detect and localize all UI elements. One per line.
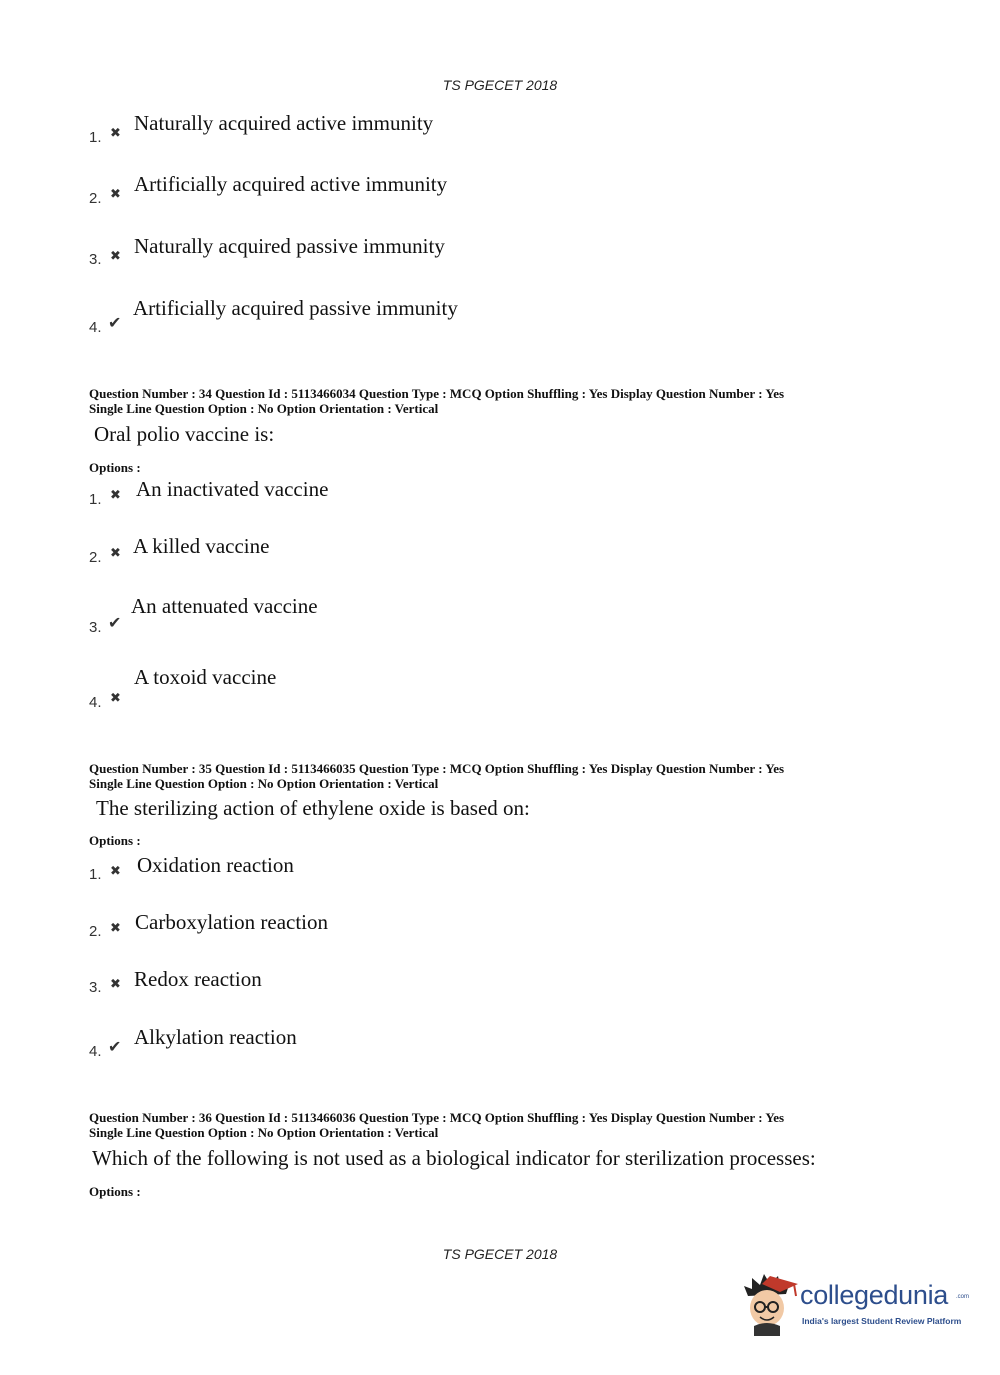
option-text: An inactivated vaccine bbox=[136, 477, 329, 501]
question-text: The sterilizing action of ethylene oxide is based on: bbox=[96, 796, 530, 820]
option-number: 4. bbox=[89, 694, 102, 711]
cross-icon: ✖ bbox=[110, 545, 121, 560]
option-text: Oxidation reaction bbox=[137, 853, 294, 877]
option-number: 1. bbox=[89, 129, 102, 146]
option-number: 4. bbox=[89, 319, 102, 336]
cross-icon: ✖ bbox=[110, 976, 121, 991]
option-text: A killed vaccine bbox=[133, 534, 270, 558]
question-meta-line2: Single Line Question Option : No Option Orientation : Vertical bbox=[89, 401, 439, 416]
option-number: 3. bbox=[89, 979, 102, 996]
option-text: A toxoid vaccine bbox=[134, 665, 277, 689]
option-text: Alkylation reaction bbox=[134, 1025, 297, 1049]
cross-icon: ✖ bbox=[110, 690, 121, 705]
option-text: Naturally acquired passive immunity bbox=[134, 234, 445, 258]
option-text: Carboxylation reaction bbox=[135, 910, 329, 934]
question-text: Which of the following is not used as a biological indicator for sterilization processes: bbox=[92, 1146, 816, 1170]
cross-icon: ✖ bbox=[110, 125, 121, 140]
option-number: 1. bbox=[89, 866, 102, 883]
options-label: Options : bbox=[89, 833, 141, 848]
option-number: 3. bbox=[89, 619, 102, 636]
check-icon: ✔ bbox=[108, 615, 122, 632]
cross-icon: ✖ bbox=[110, 186, 121, 201]
check-icon: ✔ bbox=[108, 1039, 122, 1056]
option-text: Artificially acquired active immunity bbox=[134, 172, 448, 196]
option-number: 4. bbox=[89, 1043, 102, 1060]
check-icon: ✔ bbox=[108, 315, 122, 332]
question-meta-line2: Single Line Question Option : No Option Orientation : Vertical bbox=[89, 1125, 439, 1140]
page-footer: TS PGECET 2018 bbox=[442, 1246, 558, 1262]
options-label: Options : bbox=[89, 1184, 141, 1199]
cross-icon: ✖ bbox=[110, 920, 121, 935]
question-meta-line1: Question Number : 35 Question Id : 5113466035 Question Type : MCQ Option Shuffling : Yes Display Question Number : Yes bbox=[89, 761, 785, 776]
option-text: Naturally acquired active immunity bbox=[134, 111, 434, 135]
option-text: Artificially acquired passive immunity bbox=[133, 296, 458, 320]
page-header: TS PGECET 2018 bbox=[442, 77, 558, 93]
cross-icon: ✖ bbox=[110, 863, 121, 878]
collegedunia-logo bbox=[740, 1270, 970, 1340]
question-text: Oral polio vaccine is: bbox=[94, 422, 275, 446]
question-meta-line1: Question Number : 34 Question Id : 5113466034 Question Type : MCQ Option Shuffling : Yes Display Question Number : Yes bbox=[89, 386, 785, 401]
option-text: Redox reaction bbox=[134, 967, 262, 991]
cross-icon: ✖ bbox=[110, 487, 121, 502]
logo-wordmark: collegedunia bbox=[800, 1280, 949, 1310]
option-number: 3. bbox=[89, 251, 102, 268]
option-text: An attenuated vaccine bbox=[131, 594, 318, 618]
logo-tagline: India's largest Student Review Platform bbox=[802, 1316, 962, 1326]
option-number: 2. bbox=[89, 549, 102, 566]
logo-suffix: .com bbox=[956, 1294, 970, 1300]
option-number: 2. bbox=[89, 923, 102, 940]
mascot-icon bbox=[740, 1270, 802, 1338]
option-number: 2. bbox=[89, 190, 102, 207]
question-meta-line1: Question Number : 36 Question Id : 5113466036 Question Type : MCQ Option Shuffling : Yes Display Question Number : Yes bbox=[89, 1110, 785, 1125]
cross-icon: ✖ bbox=[110, 248, 121, 263]
options-label: Options : bbox=[89, 460, 141, 475]
question-meta-line2: Single Line Question Option : No Option Orientation : Vertical bbox=[89, 776, 439, 791]
option-number: 1. bbox=[89, 491, 102, 508]
